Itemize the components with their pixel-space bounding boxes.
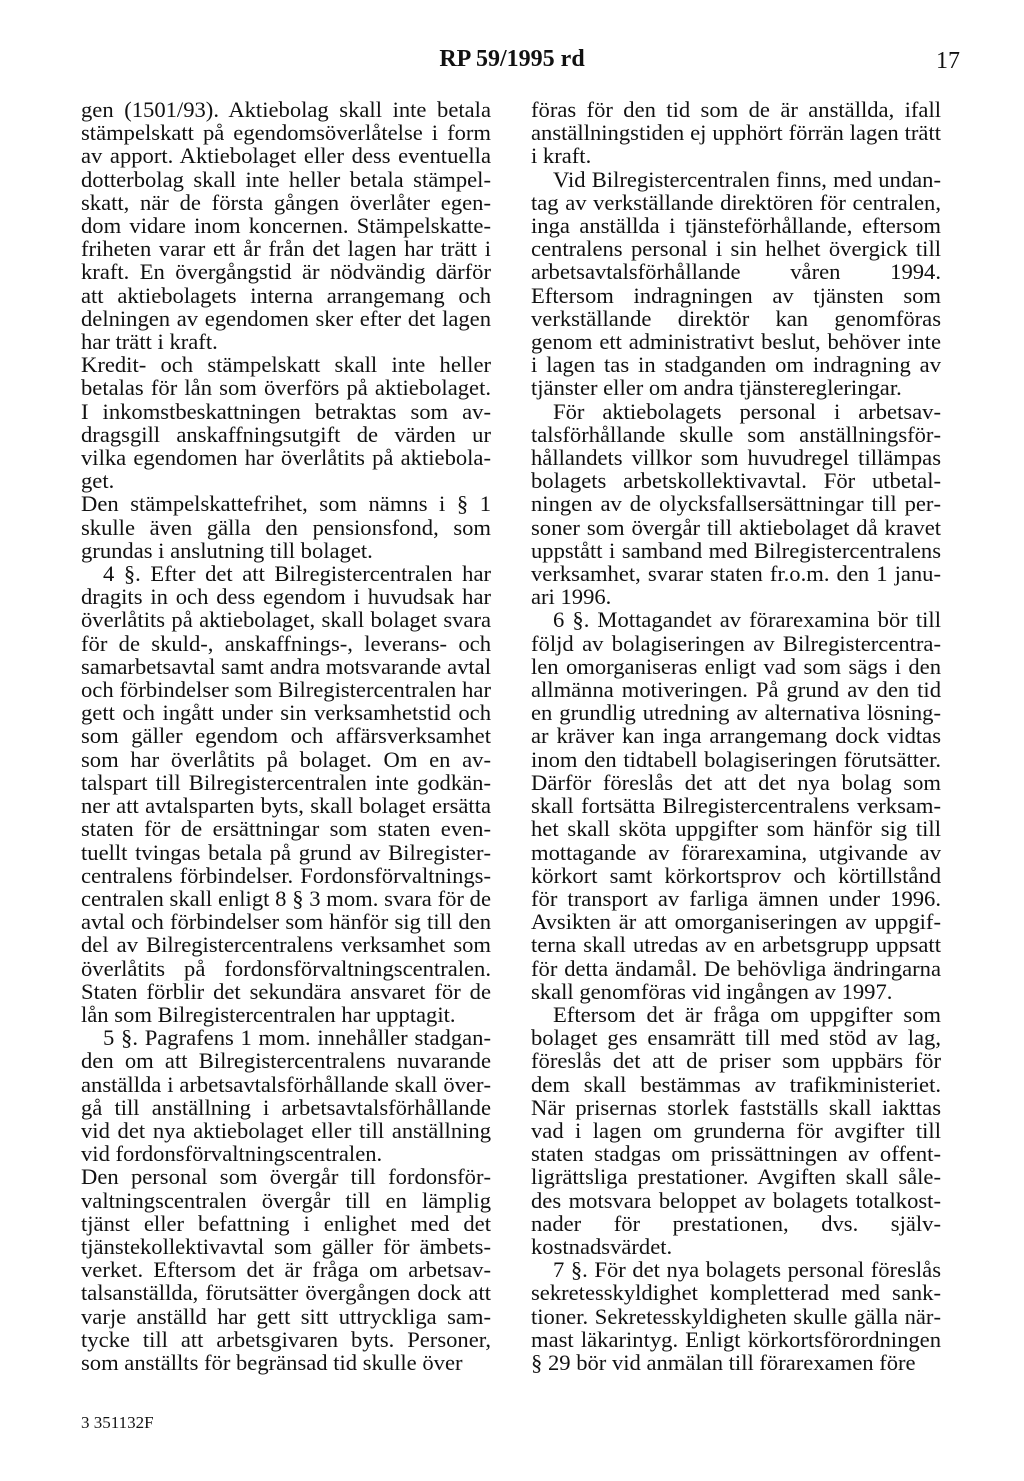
page-header-title: RP 59/1995 rd [439, 46, 585, 72]
paragraph: Vid Bilregistercentralen finns, med undantag av verkställande direktören för centralen, inga anställda i tjänsteförhållande, eftersom centralens personal i sin helhet övergick till arbetsavtalsförhållande våren 1994. Eftersom indragningen av tjänsten som verkställande direktör kan genomföras genom ett administrativt beslut, behöver inte i lagen tas in stadganden om indragning av tjänster eller om andra tjänsteregleringar. [531, 166, 941, 401]
paragraph: Kredit- och stämpelskatt skall inte heller betalas för lån som överförs på aktiebolaget. I inkomstbeskattningen betraktas som avdragsgill anskaffningsutgift de värden ur vilka egendomen har överlåtits på aktiebolaget. [81, 352, 491, 494]
paragraph: Den personal som övergår till fordonsförvaltningscentralen övergår till en lämplig tjänst eller befattning i enlighet med det tjänstekollektivavtal som gäller för ämbetsverket. Eftersom det är fråga om arbetsavtalsanställda, förutsätter övergången dock att varje anställd har gett sitt uttryckliga samtycke till att arbetsgivaren byts. Personer, som anställts för begränsad tid skulle över [81, 1164, 491, 1375]
paragraph: 7 §. För det nya bolagets personal föreslås sekretesskyldighet kompletterad med sanktioner. Sekretesskyldigheten skulle gälla närmast läkarintyg. Enligt körkortsförordningen § 29 bör vid anmälan till förarexamen före [531, 1257, 941, 1375]
paragraph: Den stämpelskattefrihet, som nämns i § 1 skulle även gälla den pensionsfond, som grundas i anslutning till bolaget. [81, 491, 491, 563]
print-code: 3 351132F [81, 1413, 154, 1432]
paragraph: 6 §. Mottagandet av förarexamina bör till följd av bolagiseringen av Bilregistercentralen omorganiseras enligt vad som sägs i den allmänna motiveringen. På grund av den tid en grundlig utredning av alternativa lösningar kräver kan inga arrangemang dock vidtas inom den tidtabell bolagiseringen förutsätter. Därför föreslås det att det nya bolag som skall fortsätta Bilregistercentralens verksamhet skall sköta uppgifter som hänför sig till mottagande av förarexamina, utgivande av körkort samt körkortsprov och körtillstånd för transport av farliga ämnen under 1996. Avsikten är att omorganiseringen av uppgifterna skall utredas av en arbetsgrupp uppsatt för detta ändamål. De behövliga ändringarna skall genomföras vid ingången av 1997. [531, 607, 941, 1004]
right-column [531, 98, 941, 1374]
paragraph: gen (1501/93). Aktiebolag skall inte betala stämpelskatt på egendomsöverlåtelse i form av apport. Aktiebolaget eller dess eventuella dotterbolag skall inte heller betala stämpelskatt, när de första gången överlåter egendom vidare inom koncernen. Stämpelskattefriheten varar ett år från det lagen har trätt i kraft. En övergångstid är nödvändig därför att aktiebolagets interna arrangemang och delningen av egendomen sker efter det lagen har trätt i kraft. [81, 97, 491, 355]
paragraph: Eftersom det är fråga om uppgifter som bolaget ges ensamrätt till med stöd av lag, föreslås det att de priser som uppbärs för dem skall bestämmas av trafikministeriet. När prisernas storlek fastställs skall iakttas vad i lagen om grunderna för avgifter till staten stadgas om prissättningen av offentligrättsliga prestationer. Avgiften skall således motsvara beloppet av bolagets totalkostnader för prestationen, dvs. självkostnadsvärdet. [531, 1001, 941, 1259]
paragraph: För aktiebolagets personal i arbetsavtalsförhållande skulle som anställningsförhållandets villkor som huvudregel tillämpas bolagets arbetskollektivavtal. För utbetalningen av de olycksfallsersättningar till personer som övergår till aktiebolaget då kravet uppstått i samband med Bilregistercentralens verksamhet, svarar staten fr.o.m. den 1 januari 1996. [531, 398, 941, 610]
paragraph: 5 §. Pagrafens 1 mom. innehåller stadganden om att Bilregistercentralens nuvarande anställda i arbetsavtalsförhållande skall övergå till anställning i arbetsavtalsförhållande vid det nya aktiebolaget eller till anställning vid fordonsförvaltningscentralen. [81, 1025, 491, 1167]
paragraph: 4 §. Efter det att Bilregistercentralen har dragits in och dess egendom i huvudsak har överlåtits på aktiebolaget, skall bolaget svara för de skuld-, anskaffnings-, leverans- och samarbetsavtal samt andra motsvarande avtal och förbindelser som Bilregistercentralen har gett och ingått under sin verksamhetstid och som gäller egendom och affärsverksamhet som har överlåtits på bolaget. Om en avtalspart till Bilregistercentralen inte godkänner att avtalsparten byts, skall bolaget ersätta staten för de ersättningar som staten eventuellt tvingas betala på grund av Bilregistercentralens förbindelser. Fordonsförvaltningscentralen skall enligt 8 § 3 mom. svara för de avtal och förbindelser som hänför sig till den del av Bilregistercentralens verksamhet som överlåtits på fordonsförvaltningscentralen. Staten förblir det sekundära ansvaret för de lån som Bilregistercentralen har upptagit. [81, 561, 491, 1027]
paragraph: föras för den tid som de är anställda, ifall anställningstiden ej upphört förrän lagen trätt i kraft. [531, 97, 941, 169]
page-number: 17 [936, 48, 960, 74]
left-column [81, 98, 491, 1374]
